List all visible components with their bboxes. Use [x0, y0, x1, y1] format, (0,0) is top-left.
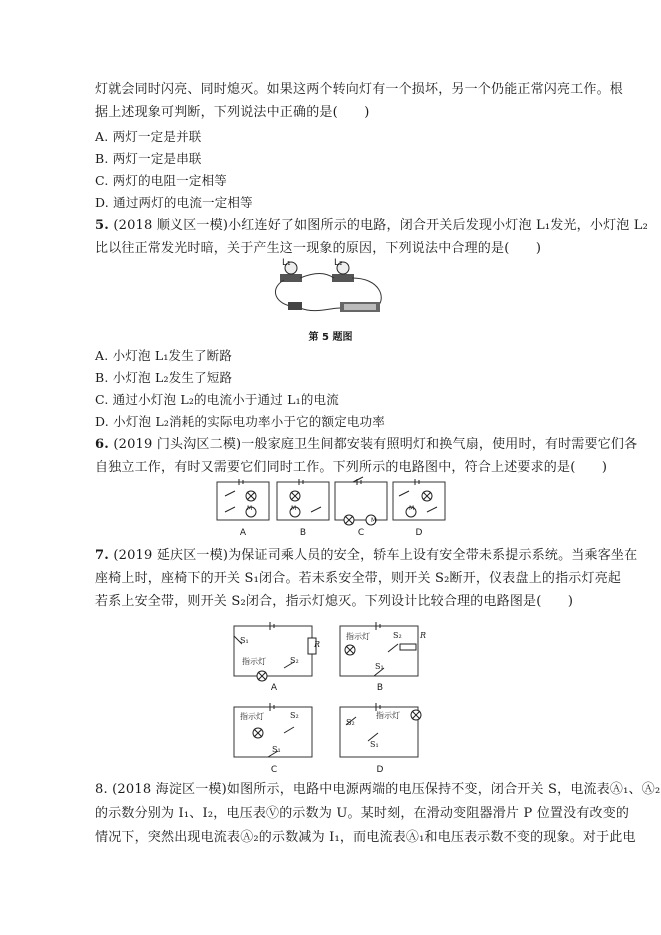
q7-circuit-a [232, 622, 317, 678]
q7a-indicator-label: 指示灯 [242, 657, 266, 666]
q7b-r-label: R [420, 631, 427, 640]
q7c-indicator-label: 指示灯 [240, 712, 264, 721]
q6-circuit-a [217, 479, 269, 520]
q8-stem-line-3: 情况下，突然出现电流表Ⓐ₂的示数减为 I₁，而电流表Ⓐ₁和电压表示数不变的现象。对于此电 [95, 830, 636, 845]
q6-circuit-d [393, 479, 445, 520]
q7a-s1-label: S₁ [240, 636, 249, 645]
q7-label-b: B [376, 683, 384, 693]
q7-stem-line-2: 座椅上时，座椅下的开关 S₁闭合。若未系安全带，则开关 S₂断开，仪表盘上的指示灯亮起 [95, 571, 622, 586]
q5-option-b: B. 小灯泡 L₂发生了短路 [95, 370, 233, 385]
q4-option-d: D. 通过两灯的电流一定相等 [95, 195, 253, 210]
q5-stem-text: (2018 顺义区一模)小红连好了如图所示的电路，闭合开关后发现小灯泡 L₁发光，小灯泡 L₂ [113, 218, 649, 233]
q7-label-d: D [376, 765, 384, 775]
q6-stem-line-2: 自独立工作，有时又需要它们同时工作。下列所示的电路图中，符合上述要求的是( ) [95, 460, 608, 475]
q6-motor-label-b: M [291, 505, 297, 512]
q5-option-d: D. 小灯泡 L₂消耗的实际电功率小于它的额定电功率 [95, 414, 386, 429]
q7-label-a: A [270, 683, 278, 693]
q6-circuit-b [277, 479, 329, 520]
q5-number: 5. [95, 218, 109, 233]
q4-option-c: C. 两灯的电阻一定相等 [95, 173, 227, 188]
q5-figure-caption: 第 5 题图 [308, 332, 353, 343]
q8-stem-line-1: 8. (2018 海淀区一模)如图所示，电路中电源两端的电压保持不变，闭合开关 S，电流表Ⓐ₁、Ⓐ₂ [95, 782, 661, 797]
q6-label-a: A [239, 528, 247, 538]
q6-label-d: D [415, 528, 423, 538]
q6-motor-label-a: M [247, 505, 253, 512]
q5-stem-line-2: 比以往正常发光时暗，关于产生这一现象的原因，下列说法中合理的是( ) [95, 241, 542, 256]
q6-motor-label-c: M [371, 517, 377, 524]
q7b-s1-label: S₁ [375, 662, 384, 671]
q7-stem-text: (2019 延庆区一模)为保证司乘人员的安全，轿车上设有安全带未系提示系统。当乘客坐在 [113, 548, 638, 563]
lamp-2-base [332, 274, 354, 282]
q6-label-c: C [357, 528, 365, 538]
q6-motor-label-d: M [409, 505, 415, 512]
q7-stem-line-1 [95, 548, 637, 564]
q6-number: 6. [95, 437, 109, 452]
q7a-s2-label: S₂ [290, 656, 299, 665]
q7-label-c: C [270, 765, 278, 775]
switch-icon [225, 491, 235, 496]
q5-option-c: C. 通过小灯泡 L₂的电流小于通过 L₁的电流 [95, 392, 339, 407]
q7c-s1-label: S₁ [272, 745, 281, 754]
q6-stem-text: (2019 门头沟区二模)一般家庭卫生间都安装有照明灯和换气扇，使用时，有时需要它们各 [113, 437, 638, 452]
q5-lamp-1-label: L₁ [282, 258, 291, 268]
q5-lamp-2-label: L₂ [334, 258, 343, 268]
q7-number: 7. [95, 548, 109, 563]
q5-option-a: A. 小灯泡 L₁发生了断路 [95, 348, 233, 363]
q4-stem-line-2: 据上述现象可判断，下列说法中正确的是( ) [95, 105, 370, 120]
q7a-r-label: R [314, 640, 321, 649]
q4-option-a: A. 两灯一定是并联 [95, 129, 202, 144]
q7b-indicator-label: 指示灯 [346, 632, 370, 641]
q7c-s2-label: S₂ [290, 711, 299, 720]
q7-stem-line-3: 若系上安全带，则开关 S₂闭合，指示灯熄灭。下列设计比较合理的电路图是( ) [95, 594, 574, 609]
q4-option-b: B. 两灯一定是串联 [95, 151, 202, 166]
q7d-indicator-label: 指示灯 [376, 711, 400, 720]
q6-circuit-diagrams [215, 478, 447, 524]
q6-stem-line-1 [95, 437, 637, 453]
q6-label-b: B [299, 528, 307, 538]
switch-icon [288, 302, 302, 310]
q7d-s2-label: S₂ [346, 718, 355, 727]
q7b-s2-label: S₂ [393, 631, 402, 640]
q8-stem-line-2: 的示数分别为 I₁、I₂，电压表Ⓥ的示数为 U。某时刻，在滑动变阻器滑片 P 位置没有改变的 [95, 806, 630, 821]
q4-stem-line-1: 灯就会同时闪亮、同时熄灭。如果这两个转向灯有一个损坏，另一个仍能正常闪亮工作。根 [95, 82, 624, 97]
q6-circuit-c [335, 477, 387, 525]
q7d-s1-label: S₁ [370, 740, 379, 749]
q5-stem-line-1 [95, 218, 648, 234]
